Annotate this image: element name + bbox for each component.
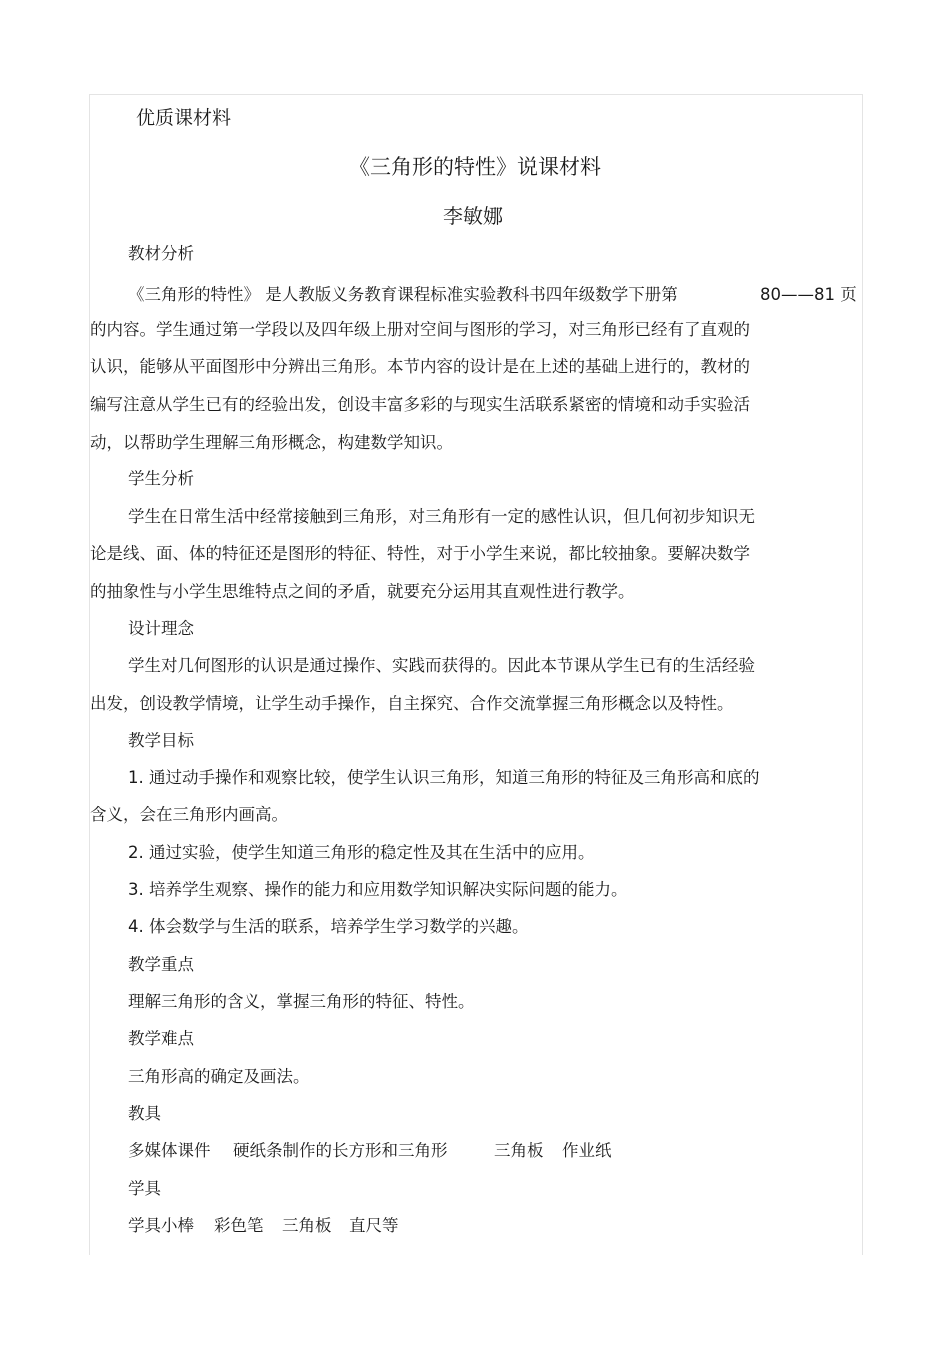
- goal-item: 4. 体会数学与生活的联系，培养学生学习数学的兴趣。: [128, 917, 529, 936]
- paragraph-line: 的内容。学生通过第一学段以及四年级上册对空间与图形的学习，对三角形已经有了直观的: [90, 320, 750, 339]
- goal-item: 1. 通过动手操作和观察比较，使学生认识三角形，知道三角形的特征及三角形高和底的: [128, 768, 760, 787]
- paragraph-line: 《三角形的特性》 是人教版义务教育课程标准实验教科书四年级数学下册第: [128, 285, 678, 304]
- paragraph-line: 的抽象性与小学生思维特点之间的矛盾，就要充分运用其直观性进行教学。: [90, 582, 635, 601]
- paragraph-line: 三角形高的确定及画法。: [128, 1067, 310, 1086]
- teaching-aid-item: 三角板: [494, 1141, 544, 1160]
- goal-item: 2. 通过实验，使学生知道三角形的稳定性及其在生活中的应用。: [128, 843, 595, 862]
- learning-tool-item: 三角板: [282, 1216, 332, 1235]
- paragraph-line: 认识，能够从平面图形中分辨出三角形。本节内容的设计是在上述的基础上进行的，教材的: [90, 357, 750, 376]
- goal-item: 3. 培养学生观察、操作的能力和应用数学知识解决实际问题的能力。: [128, 880, 628, 899]
- learning-tool-item: 彩色笔: [214, 1216, 264, 1235]
- paragraph-line: 出发，创设教学情境，让学生动手操作，自主探究、合作交流掌握三角形概念以及特性。: [90, 694, 734, 713]
- paragraph-line: 学生对几何图形的认识是通过操作、实践而获得的。因此本节课从学生已有的生活经验: [128, 656, 755, 675]
- paragraph-line: 编写注意从学生已有的经验出发，创设丰富多彩的与现实生活联系紧密的情境和动手实验活: [90, 395, 750, 414]
- section-heading-student-analysis: 学生分析: [128, 469, 194, 488]
- paragraph-line: 动，以帮助学生理解三角形概念，构建数学知识。: [90, 433, 453, 452]
- section-heading-learning-tools: 学具: [128, 1179, 161, 1198]
- learning-tool-item: 学具小棒: [128, 1216, 194, 1235]
- page-reference: 80——81 页: [760, 285, 857, 304]
- section-heading-difficult-points: 教学难点: [128, 1029, 194, 1048]
- teaching-aid-item: 硬纸条制作的长方形和三角形: [233, 1141, 448, 1160]
- paragraph-line: 论是线、面、体的特征还是图形的特征、特性，对于小学生来说，都比较抽象。要解决数学: [90, 544, 750, 563]
- section-heading-design-concept: 设计理念: [128, 619, 194, 638]
- section-heading-material-analysis: 教材分析: [128, 244, 194, 263]
- document-author: 李敏娜: [443, 204, 503, 228]
- learning-tool-item: 直尺等: [349, 1216, 399, 1235]
- goal-item-continuation: 含义，会在三角形内画高。: [90, 805, 288, 824]
- section-heading-teaching-goals: 教学目标: [128, 731, 194, 750]
- section-heading-key-points: 教学重点: [128, 955, 194, 974]
- teaching-aid-item: 多媒体课件: [128, 1141, 211, 1160]
- paragraph-line: 理解三角形的含义，掌握三角形的特征、特性。: [128, 992, 475, 1011]
- teaching-aid-item: 作业纸: [562, 1141, 612, 1160]
- paragraph-line: 学生在日常生活中经常接触到三角形，对三角形有一定的感性认识，但几何初步知识无: [128, 507, 755, 526]
- section-heading-teaching-aids: 教具: [128, 1104, 161, 1123]
- header-label: 优质课材料: [136, 107, 232, 129]
- document-title: 《三角形的特性》说课材料: [349, 155, 601, 179]
